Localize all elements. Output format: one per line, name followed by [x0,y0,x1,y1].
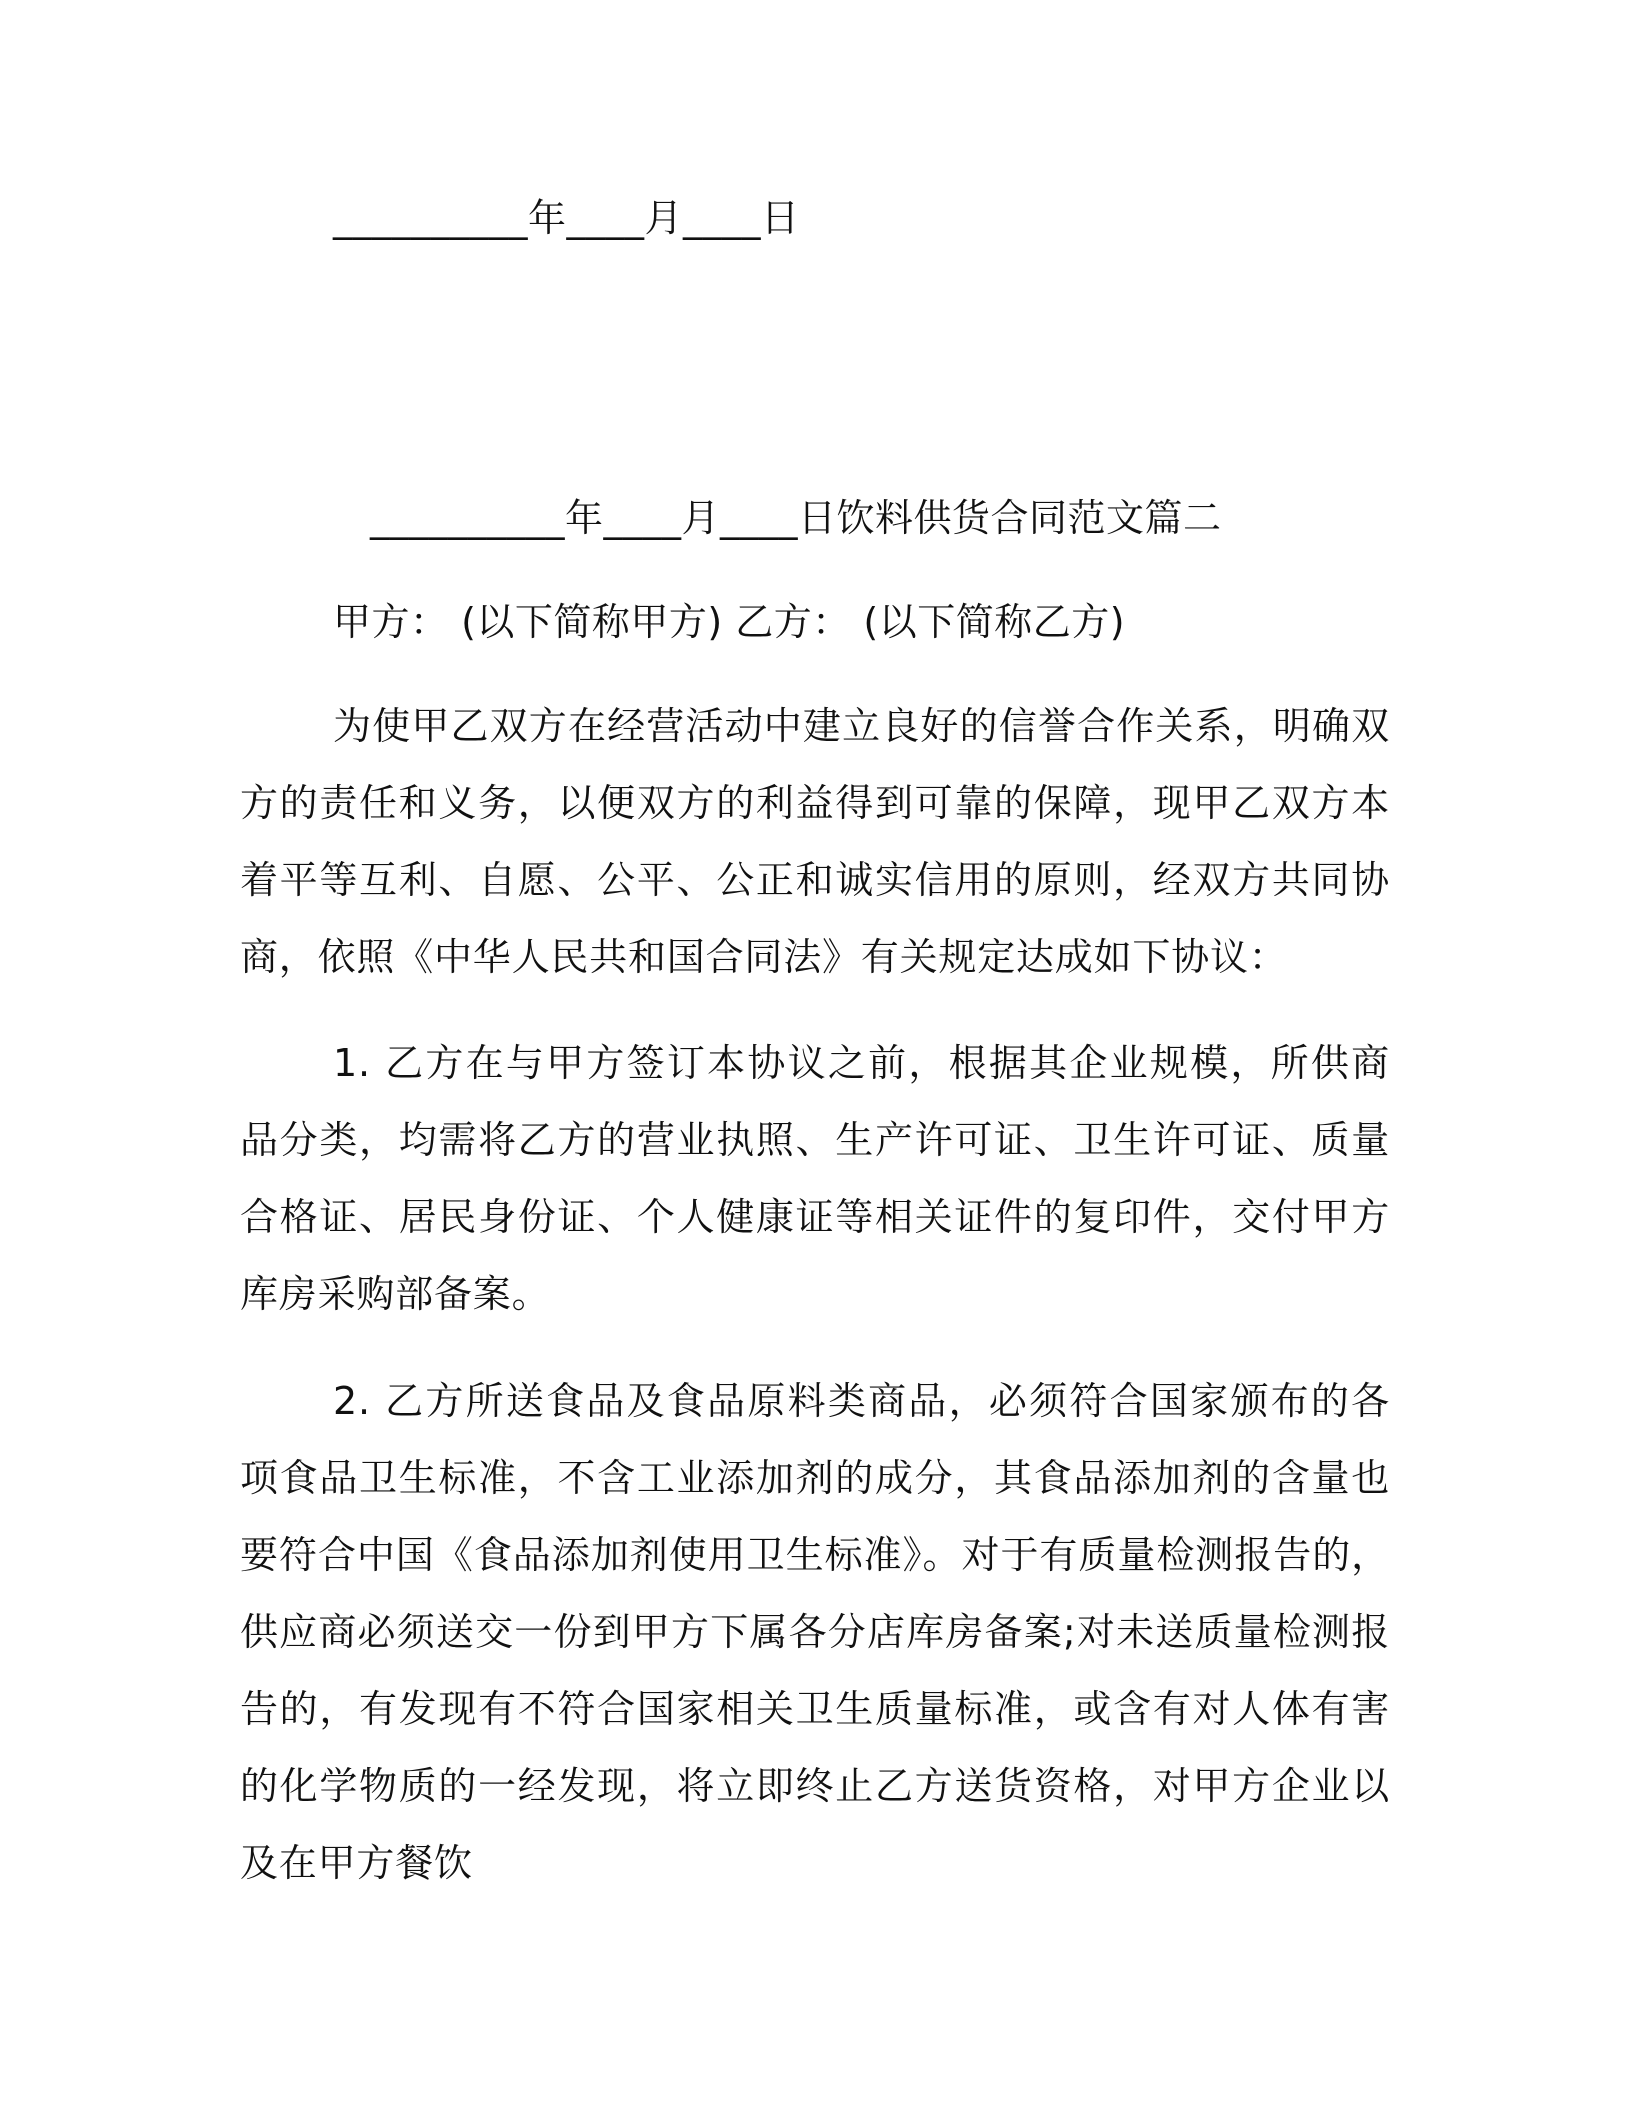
intro-paragraph: 为使甲乙双方在经营活动中建立良好的信誉合作关系，明确双方的责任和义务，以便双方的利益得到可靠的保障，现甲乙双方本着平等互利、自愿、公平、公正和诚实信用的原则，经双方共同协商，依照《中华人民共和国合同法》有关规定达成如下协议： [240,704,1390,979]
contract-title: __________年____月____日饮料供货合同范文篇二 [370,496,1222,540]
parties-line: 甲方： (以下简称甲方) 乙方： (以下简称乙方) [333,600,1126,644]
date-line: __________年____月____日 [333,196,800,240]
clause-2-paragraph: 2. 乙方所送食品及食品原料类商品，必须符合国家颁布的各项食品卫生标准，不含工业添加剂的成分，其食品添加剂的含量也要符合中国《食品添加剂使用卫生标准》。对于有质量检测报告的，供应商必须送交一份到甲方下属各分店库房备案;对未送质量检测报告的，有发现有不符合国家相关卫生质量标准，或含有对人体有害的化学物质的一经发现，将立即终止乙方送货资格，对甲方企业以及在甲方餐饮 [240,1379,1390,1885]
clause-1-paragraph: 1. 乙方在与甲方签订本协议之前，根据其企业规模，所供商品分类，均需将乙方的营业执照、生产许可证、卫生许可证、质量合格证、居民身份证、个人健康证等相关证件的复印件，交付甲方库房采购部备案。 [240,1041,1390,1316]
